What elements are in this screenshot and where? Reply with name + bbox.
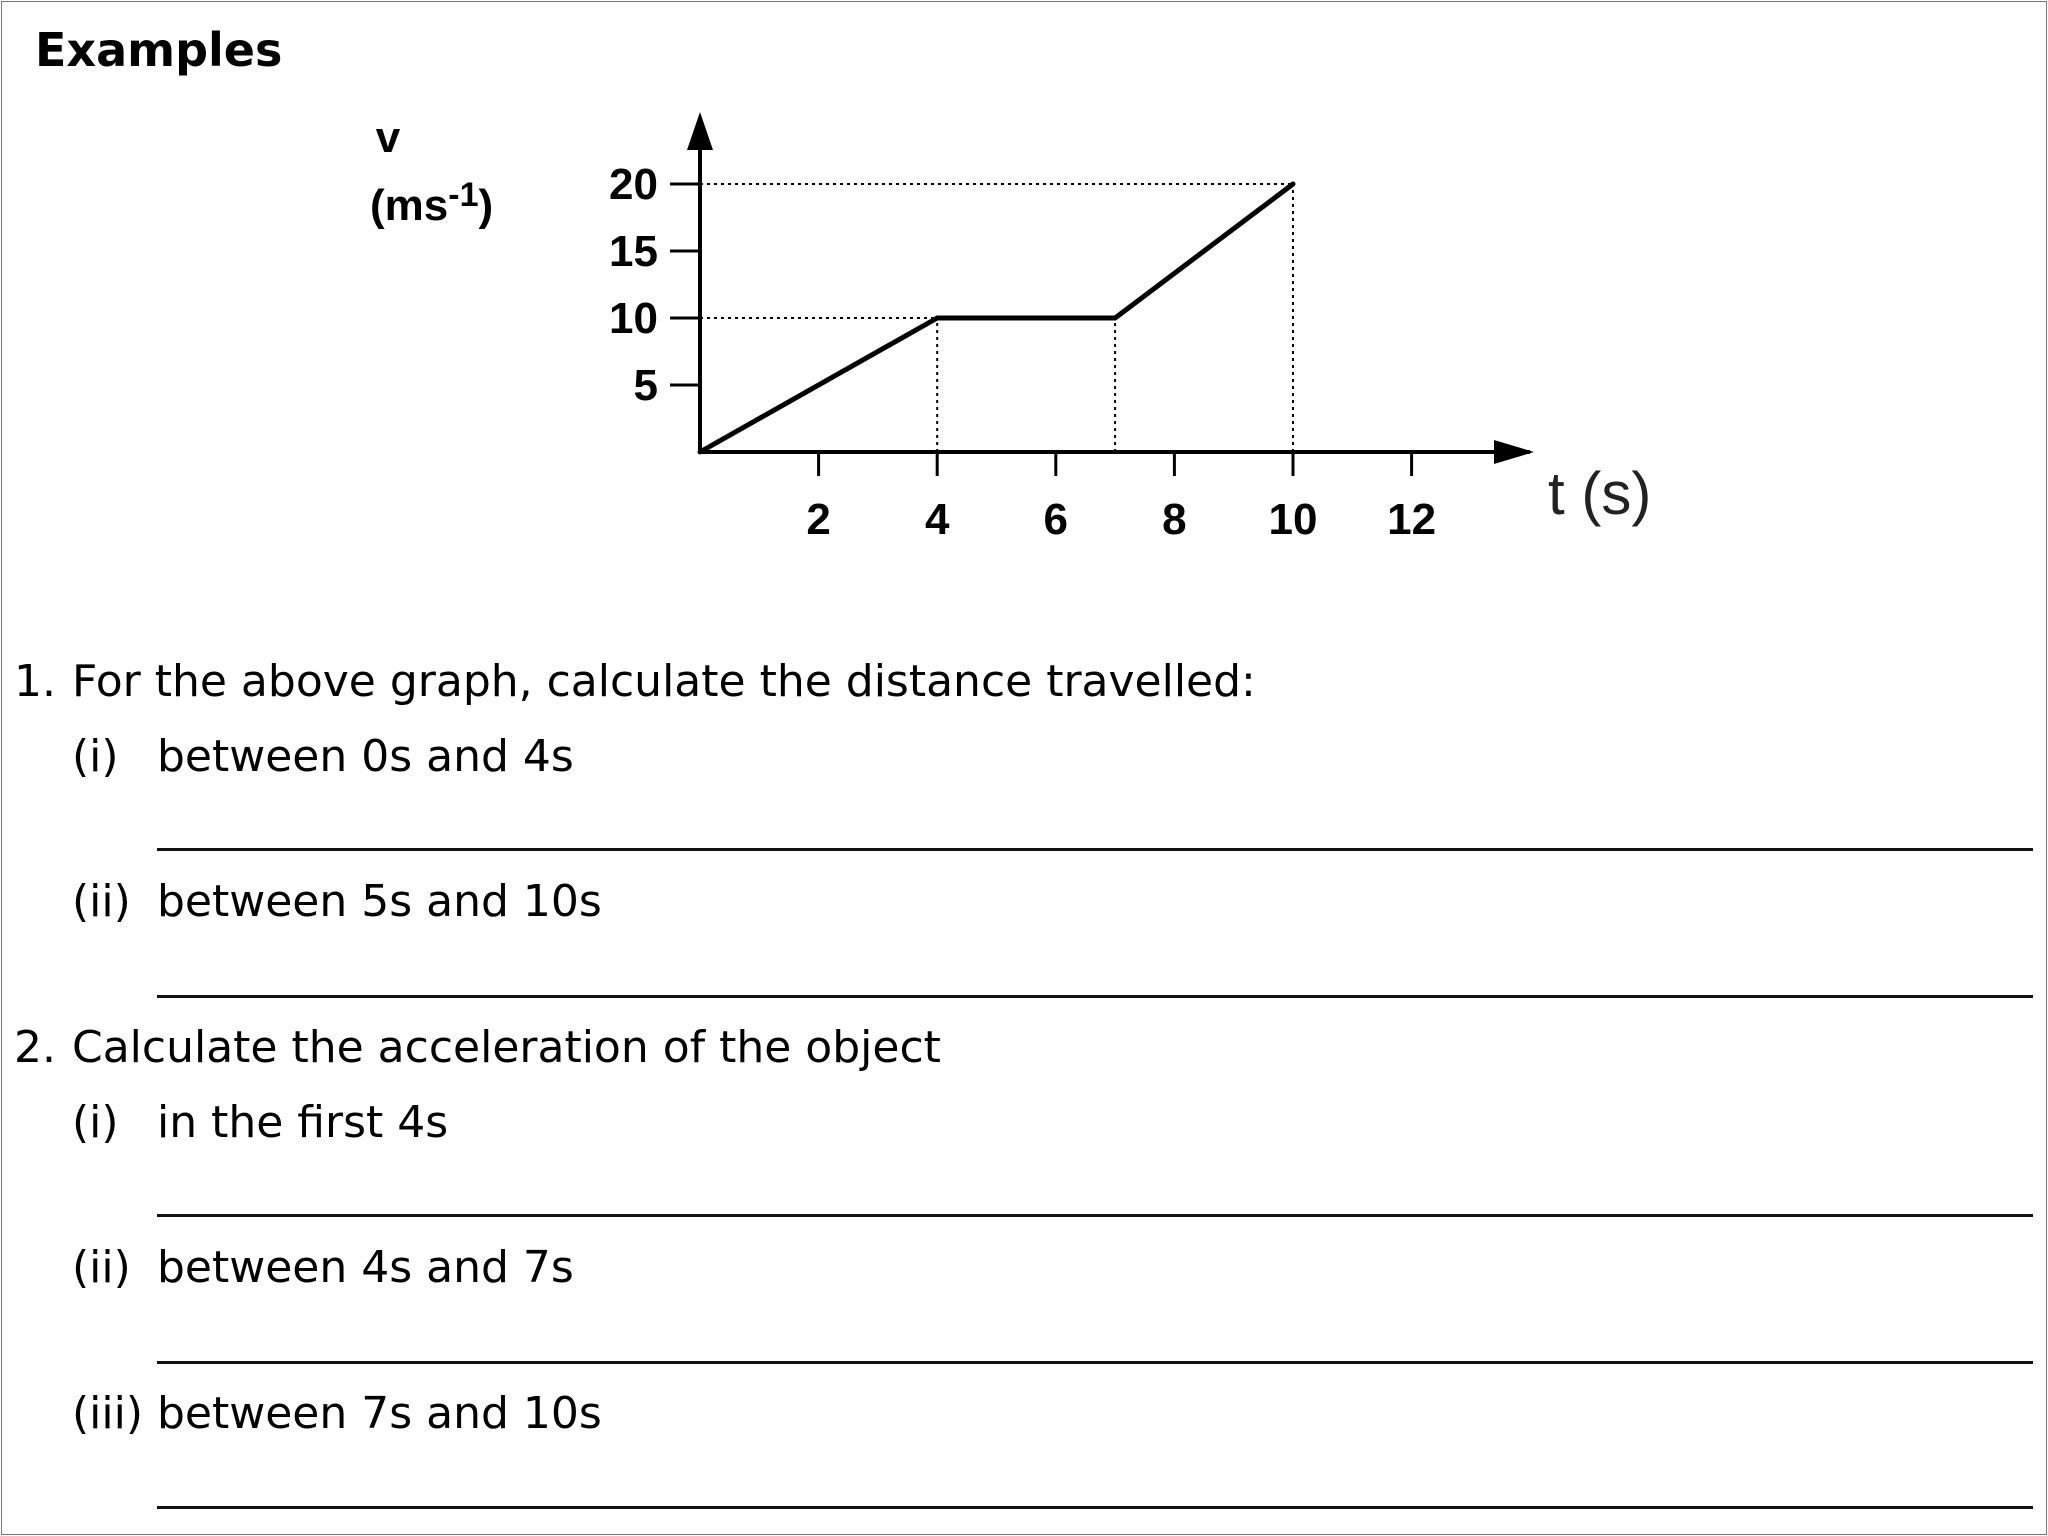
question-2-part-i-text: in the first 4s (157, 1097, 449, 1148)
question-2-part-iii-label: (iii) (72, 1388, 144, 1439)
y-tick-label: 20 (609, 160, 658, 209)
y-axis-arrowhead (687, 112, 713, 150)
x-axis-label: t (s) (1548, 460, 1652, 527)
question-1-part-i-label: (i) (72, 731, 119, 782)
question-2-part-ii-label: (ii) (72, 1242, 131, 1293)
y-tick-label: 15 (609, 227, 658, 276)
page-title: Examples (35, 23, 283, 77)
question-1-part-i-text: between 0s and 4s (157, 731, 574, 782)
x-tick-label: 10 (1268, 495, 1318, 544)
question-2-part-i-label: (i) (72, 1097, 119, 1148)
chart-svg (0, 90, 2048, 610)
x-tick-label: 6 (1043, 495, 1069, 544)
y-tick-label: 5 (633, 361, 658, 410)
x-tick-label: 8 (1162, 495, 1187, 544)
velocity-time-chart (0, 90, 2048, 610)
question-1-part-ii-answer-line[interactable] (157, 995, 2033, 998)
x-tick-label: 12 (1387, 495, 1437, 544)
y-axis-unit-exponent: -1 (448, 176, 479, 214)
question-2-part-iii-text: between 7s and 10s (157, 1388, 602, 1439)
question-1-number: 1. (14, 656, 56, 707)
y-tick-label: 10 (609, 294, 658, 343)
y-axis-unit: $(ms^{-1})$ (370, 176, 494, 230)
question-2-text: Calculate the acceleration of the object (72, 1022, 941, 1073)
velocity-series-line (700, 184, 1293, 452)
velocity-data-point (935, 316, 940, 321)
x-tick-label: 2 (806, 495, 831, 544)
y-axis-unit-close: ) (478, 181, 494, 230)
y-axis-label: v (375, 113, 401, 162)
question-1-part-ii-text: between 5s and 10s (157, 876, 602, 927)
question-2-part-i-answer-line[interactable] (157, 1214, 2033, 1217)
velocity-data-point (1291, 182, 1296, 187)
question-2-part-ii-answer-line[interactable] (157, 1361, 2033, 1364)
question-2-part-ii-text: between 4s and 7s (157, 1242, 574, 1293)
question-1-part-ii-label: (ii) (72, 876, 131, 927)
x-axis-arrowhead (1494, 440, 1534, 464)
question-1-part-i-answer-line[interactable] (157, 848, 2033, 851)
velocity-data-point (1113, 316, 1118, 321)
x-tick-label: 4 (924, 495, 950, 544)
question-2-number: 2. (14, 1022, 56, 1073)
question-2-part-iii-answer-line[interactable] (157, 1506, 2033, 1509)
question-1-text: For the above graph, calculate the distance travelled: (72, 656, 1256, 707)
velocity-data-point (698, 450, 703, 455)
